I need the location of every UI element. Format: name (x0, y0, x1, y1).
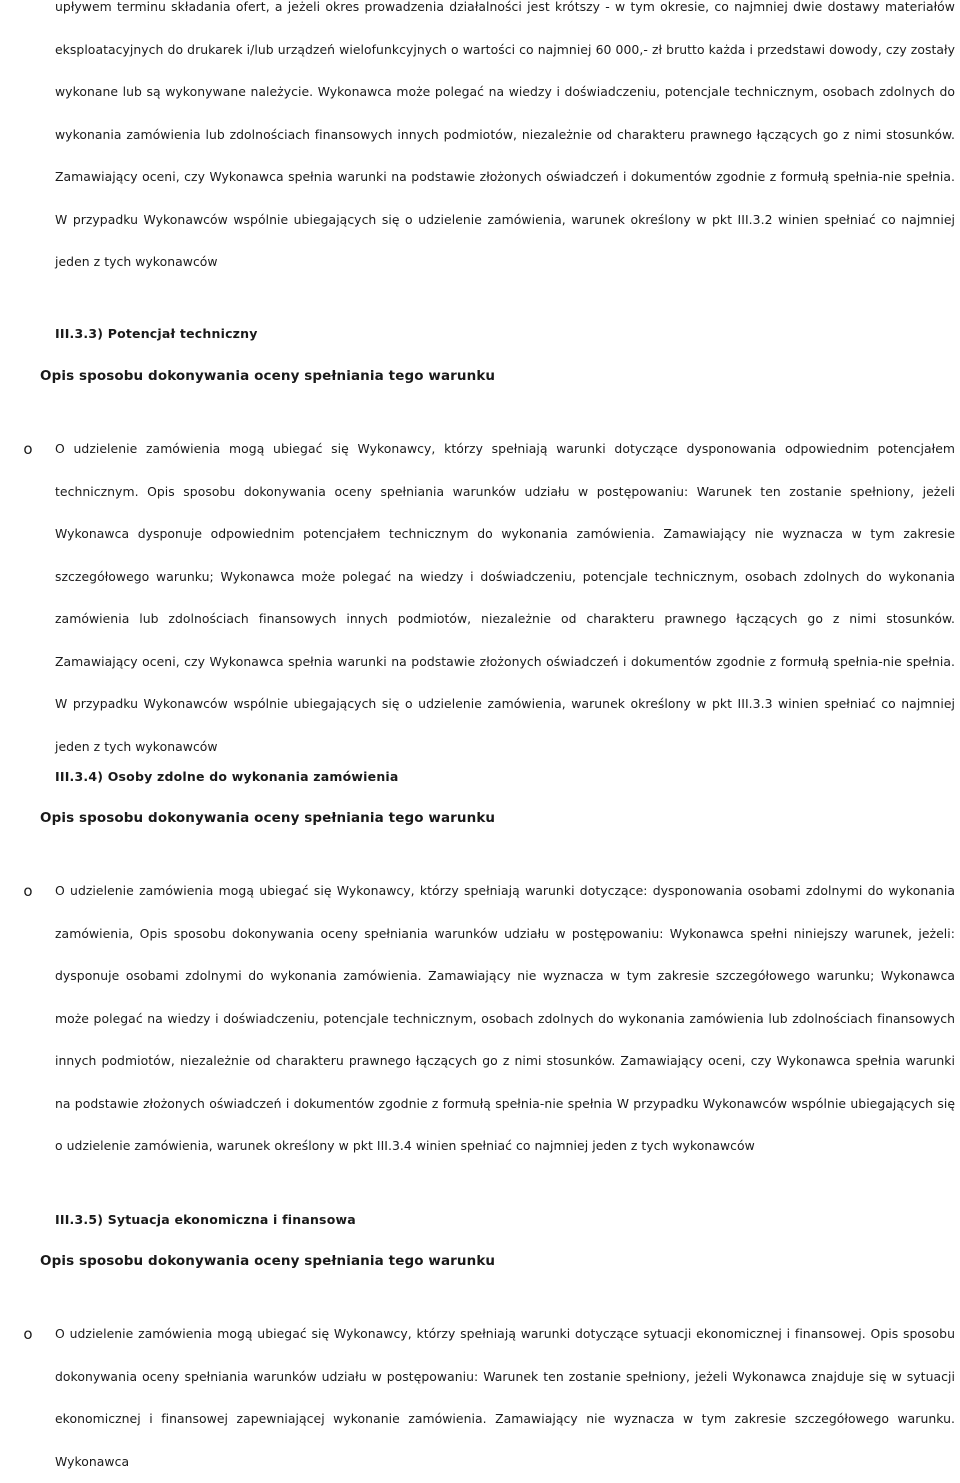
section-subheading-sytuacja: Opis sposobu dokonywania oceny spełniania tego warunku (40, 1253, 496, 1269)
bullet-circle-icon: o (23, 1325, 33, 1343)
section-body-sytuacja (23, 1313, 955, 1483)
section-heading-sytuacja: III.3.5) Sytuacja ekonomiczna i finansowa (55, 1212, 356, 1227)
section-heading-potencjal: III.3.3) Potencjał techniczny (55, 326, 258, 341)
section-body-potencjal (23, 428, 955, 768)
section-body-text: O udzielenie zamówienia mogą ubiegać się Wykonawcy, którzy spełniają warunki dotyczące dysponowania odpowiednim potencjałem technicznym. Opis sposobu dokonywania oceny spełniania warunków udziału w postępowaniu: Warunek ten zostanie spełniony, jeżeli Wykonawca dysponuje odpowiednim potencjałem technicznym do wykonania zamówienia. Zamawiający nie wyznacza w tym zakresie szczegółowego warunku; Wykonawca może polegać na wiedzy i doświadczeniu, potencjale technicznym, osobach zdolnych do wykonania zamówienia lub zdolnościach finansowych innych podmiotów, niezależnie od charakteru prawnego łączących go z nimi stosunków. Zamawiający oceni, czy Wykonawca spełnia warunki na podstawie złożonych oświadczeń i dokumentów zgodnie z formułą spełnia-nie spełnia. W przypadku Wykonawców wspólnie ubiegających się o udzielenie zamówienia, warunek określony w pkt III.3.3 winien spełniać co najmniej jeden z tych wykonawców (55, 441, 955, 754)
section-body-text: O udzielenie zamówienia mogą ubiegać się Wykonawcy, którzy spełniają warunki dotyczące: dysponowania osobami zdolnymi do wykonania zamówienia, Opis sposobu dokonywania oceny spełniania warunków udziału w postępowaniu: Wykonawca spełni niniejszy warunek, jeżeli: dysponuje osobami zdolnymi do wykonania zamówienia. Zamawiający nie wyznacza w tym zakresie szczegółowego warunku; Wykonawca może polegać na wiedzy i doświadczeniu, potencjale technicznym, osobach zdolnych do wykonania zamówienia lub zdolnościach finansowych innych podmiotów, niezależnie od charakteru prawnego łączących go z nimi stosunków. Zamawiający oceni, czy Wykonawca spełnia warunki na podstawie złożonych oświadczeń i dokumentów zgodnie z formułą spełnia-nie spełnia W przypadku Wykonawców wspólnie ubiegających się o udzielenie zamówienia, warunek określony w pkt III.3.4 winien spełniać co najmniej jeden z tych wykonawców (55, 883, 955, 1153)
section-subheading-potencjal: Opis sposobu dokonywania oceny spełniania tego warunku (40, 368, 496, 384)
section-heading-osoby: III.3.4) Osoby zdolne do wykonania zamówienia (55, 769, 399, 784)
intro-paragraph: upływem terminu składania ofert, a jeżeli okres prowadzenia działalności jest krótszy - w tym okresie, co najmniej dwie dostawy materiałów eksploatacyjnych do drukarek i/lub urządzeń wielofunkcyjnych o wartości co najmniej 60 000,- zł brutto każda i przedstawi dowody, czy zostały wykonane lub są wykonywane należycie. Wykonawca może polegać na wiedzy i doświadczeniu, potencjale technicznym, osobach zdolnych do wykonania zamówienia lub zdolnościach finansowych innych podmiotów, niezależnie od charakteru prawnego łączących go z nimi stosunków. Zamawiający oceni, czy Wykonawca spełnia warunki na podstawie złożonych oświadczeń i dokumentów zgodnie z formułą spełnia-nie spełnia. W przypadku Wykonawców wspólnie ubiegających się o udzielenie zamówienia, warunek określony w pkt III.3.2 winien spełniać co najmniej jeden z tych wykonawców (55, 0, 955, 269)
section-subheading-osoby: Opis sposobu dokonywania oceny spełniania tego warunku (40, 810, 496, 826)
bullet-circle-icon: o (23, 440, 33, 458)
section-body-text: O udzielenie zamówienia mogą ubiegać się Wykonawcy, którzy spełniają warunki dotyczące sytuacji ekonomicznej i finansowej. Opis sposobu dokonywania oceny spełniania warunków udziału w postępowaniu: Warunek ten zostanie spełniony, jeżeli Wykonawca znajduje się w sytuacji ekonomicznej i finansowej zapewniającej wykonanie zamówienia. Zamawiający nie wyznacza w tym zakresie szczegółowego warunku. Wykonawca (55, 1326, 955, 1469)
bullet-circle-icon: o (23, 882, 33, 900)
section-body-osoby (23, 870, 955, 1168)
